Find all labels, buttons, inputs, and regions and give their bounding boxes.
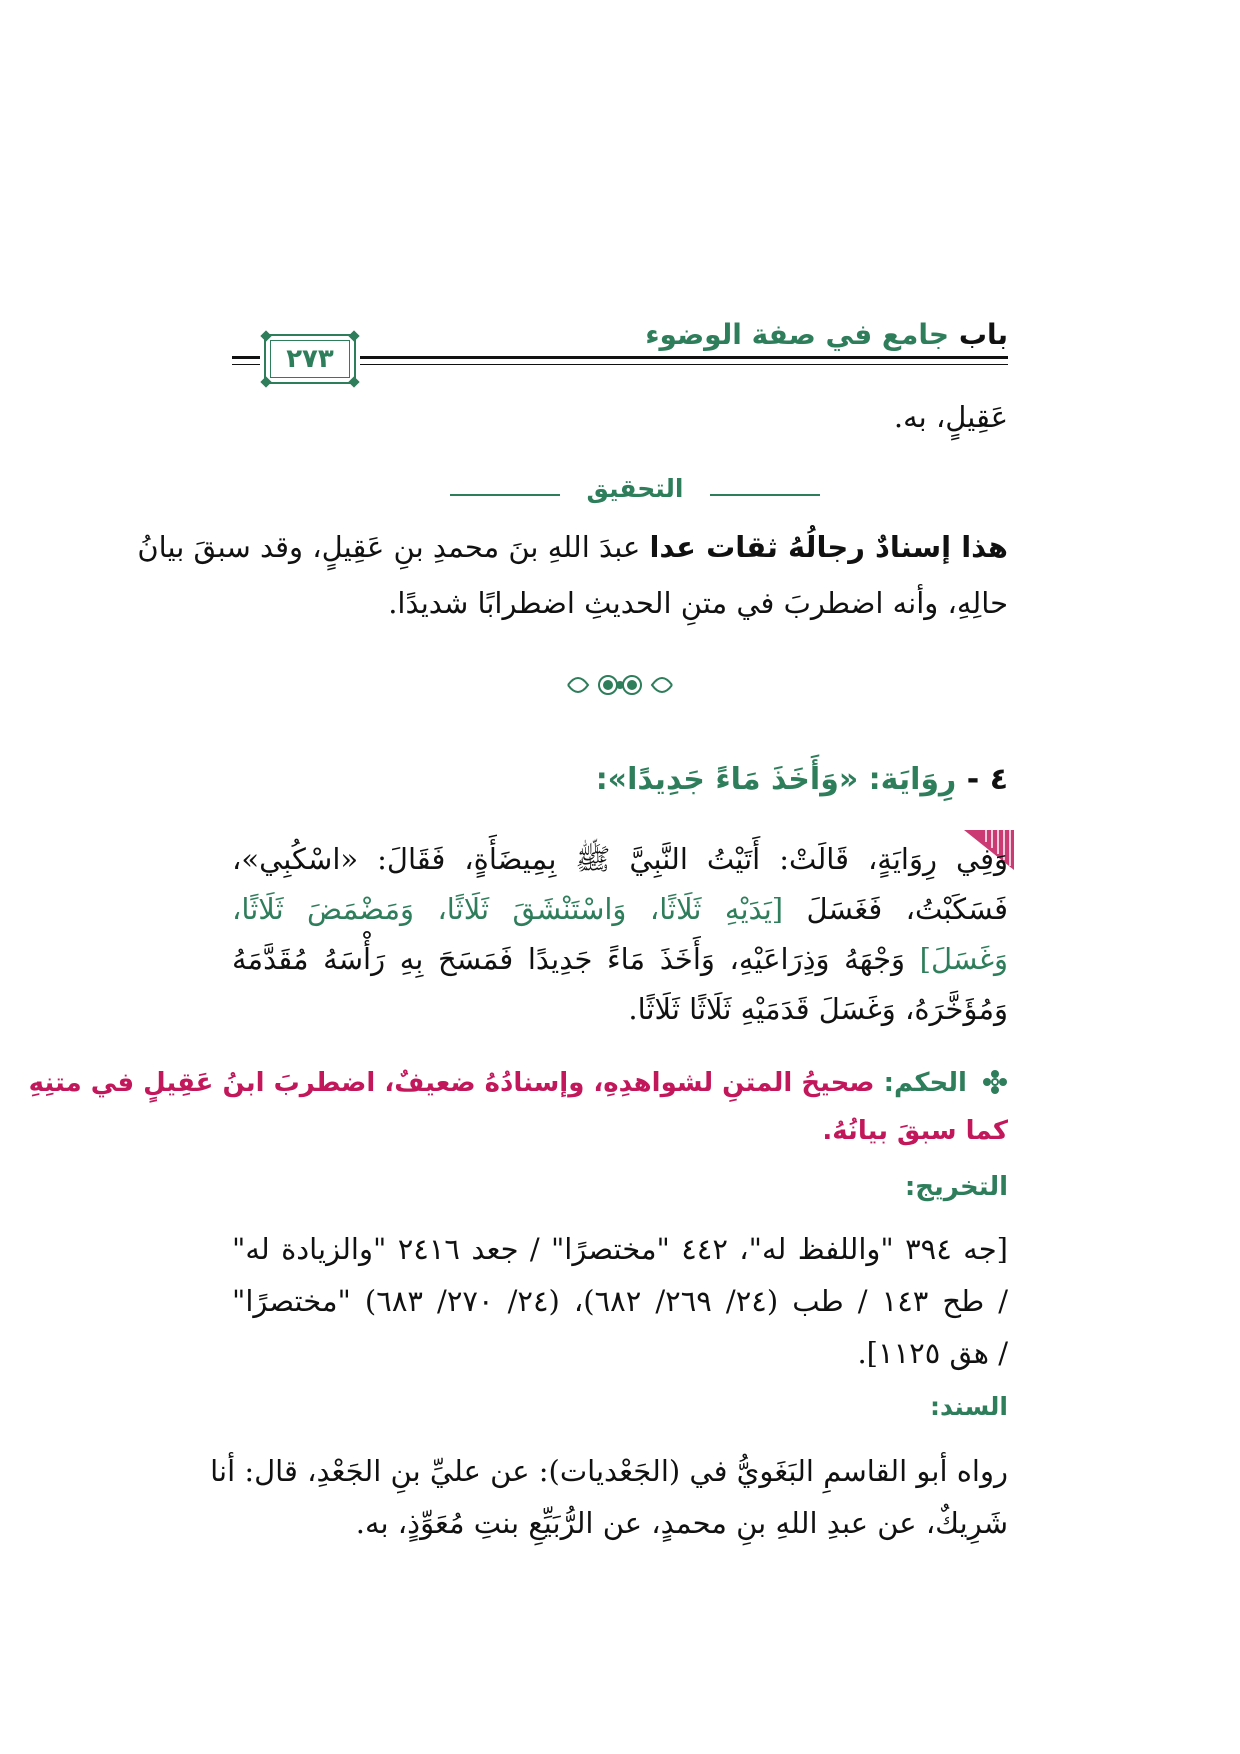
- intro-line: عَقِيلٍ، به.: [893, 400, 1008, 434]
- hadith-line-2: [232, 892, 1008, 926]
- tahqiq-line-1: [137, 530, 1008, 564]
- section-number: ٤ -: [966, 762, 1008, 797]
- takhrij-line-1: [جه ٣٩٤ "واللفظ له"، ٤٤٢ "مختصرًا" / جعد ٢٤١٦ "والزيادة له": [232, 1232, 1008, 1266]
- header-rule-left-thin: [232, 364, 260, 365]
- header-rule-thick: [360, 356, 1008, 359]
- hadith-line-3-black: وَجْهَهُ وَذِرَاعَيْهِ، وَأَخَذَ مَاءً جَدِيدًا فَمَسَحَ بِهِ رَأْسَهُ مُقَدَّمَهُ: [232, 942, 906, 976]
- header-title-part2: جامع في صفة الوضوء: [645, 318, 950, 351]
- hadith-line-3-green: وَغَسَلَ]: [919, 942, 1008, 976]
- chapter-header: [645, 318, 1008, 351]
- section-title: «وَأَخَذَ مَاءً جَدِيدًا»:: [595, 762, 859, 797]
- hadith-line-4: وَمُؤَخَّرَهُ، وَغَسَلَ قَدَمَيْهِ ثَلَاثًا ثَلَاثًا.: [628, 992, 1008, 1026]
- ruling-line-2: كما سبقَ بيانُهُ.: [822, 1116, 1008, 1146]
- tahqiq-rest: عبدَ اللهِ بنَ محمدِ بنِ عَقِيلٍ، وقد سبقَ بيانُ: [137, 530, 641, 564]
- page-number-badge: [264, 334, 356, 384]
- flower-ornament-icon: [560, 665, 680, 705]
- flower-bullet-icon: [982, 1069, 1008, 1095]
- ruling-text-1: صحيحُ المتنِ لشواهدِهِ، وإسنادُهُ ضعيفٌ، اضطربَ ابنُ عَقِيلٍ في متنِهِ: [28, 1068, 875, 1098]
- ruling-line-1: [29, 1068, 1008, 1098]
- section-label: رِوَايَة:: [868, 762, 957, 797]
- hadith-line-2-green: [يَدَيْهِ ثَلَاثًا، وَاسْتَنْشَقَ ثَلَاثًا، وَمَضْمَضَ ثَلَاثًا،: [232, 892, 784, 926]
- page-number: ٢٧٣: [286, 344, 334, 374]
- header-title-part1: باب: [958, 318, 1008, 351]
- sanad-line-1: رواه أبو القاسمِ البَغَويُّ في (الجَعْديات): عن عليِّ بنِ الجَعْدِ، قال: أنا: [210, 1454, 1008, 1488]
- takhrij-label: التخريج:: [904, 1172, 1008, 1202]
- header-rule-left-thick: [232, 356, 260, 359]
- tahqiq-bold: هذا إسنادٌ رجالُهُ ثقات عدا: [649, 530, 1008, 564]
- hadith-line-2-black: فَسَكَبْتُ، فَغَسَلَ: [806, 892, 1008, 926]
- tahqiq-line-2: حالِهِ، وأنه اضطربَ في متنِ الحديثِ اضطرابًا شديدًا.: [388, 586, 1008, 620]
- sanad-line-2: شَرِيكٌ، عن عبدِ اللهِ بنِ محمدٍ، عن الرُّبَيِّعِ بنتِ مُعَوِّذٍ، به.: [355, 1506, 1008, 1540]
- takhrij-line-3: / هق ١١٢٥].: [857, 1336, 1008, 1370]
- sanad-label: السند:: [929, 1392, 1008, 1421]
- ruling-label: الحكم:: [883, 1068, 967, 1098]
- tahqiq-divider: [450, 474, 820, 514]
- hadith-line-3: [232, 942, 1008, 976]
- section-heading: [596, 762, 1008, 797]
- header-rule-thin: [360, 364, 1008, 365]
- tahqiq-label: التحقيق: [586, 474, 684, 503]
- hadith-line-1: وَفِي رِوَايَةٍ، قَالَتْ: أَتَيْتُ النَّبِيَّ ﷺ بِمِيضَأَةٍ، فَقَالَ: «اسْكُبِي»،: [232, 842, 1008, 876]
- takhrij-line-2: / طح ١٤٣ / طب (٢٤/ ٢٦٩/ ٦٨٢)، (٢٤/ ٢٧٠/ ٦٨٣) "مختصرًا": [232, 1284, 1009, 1318]
